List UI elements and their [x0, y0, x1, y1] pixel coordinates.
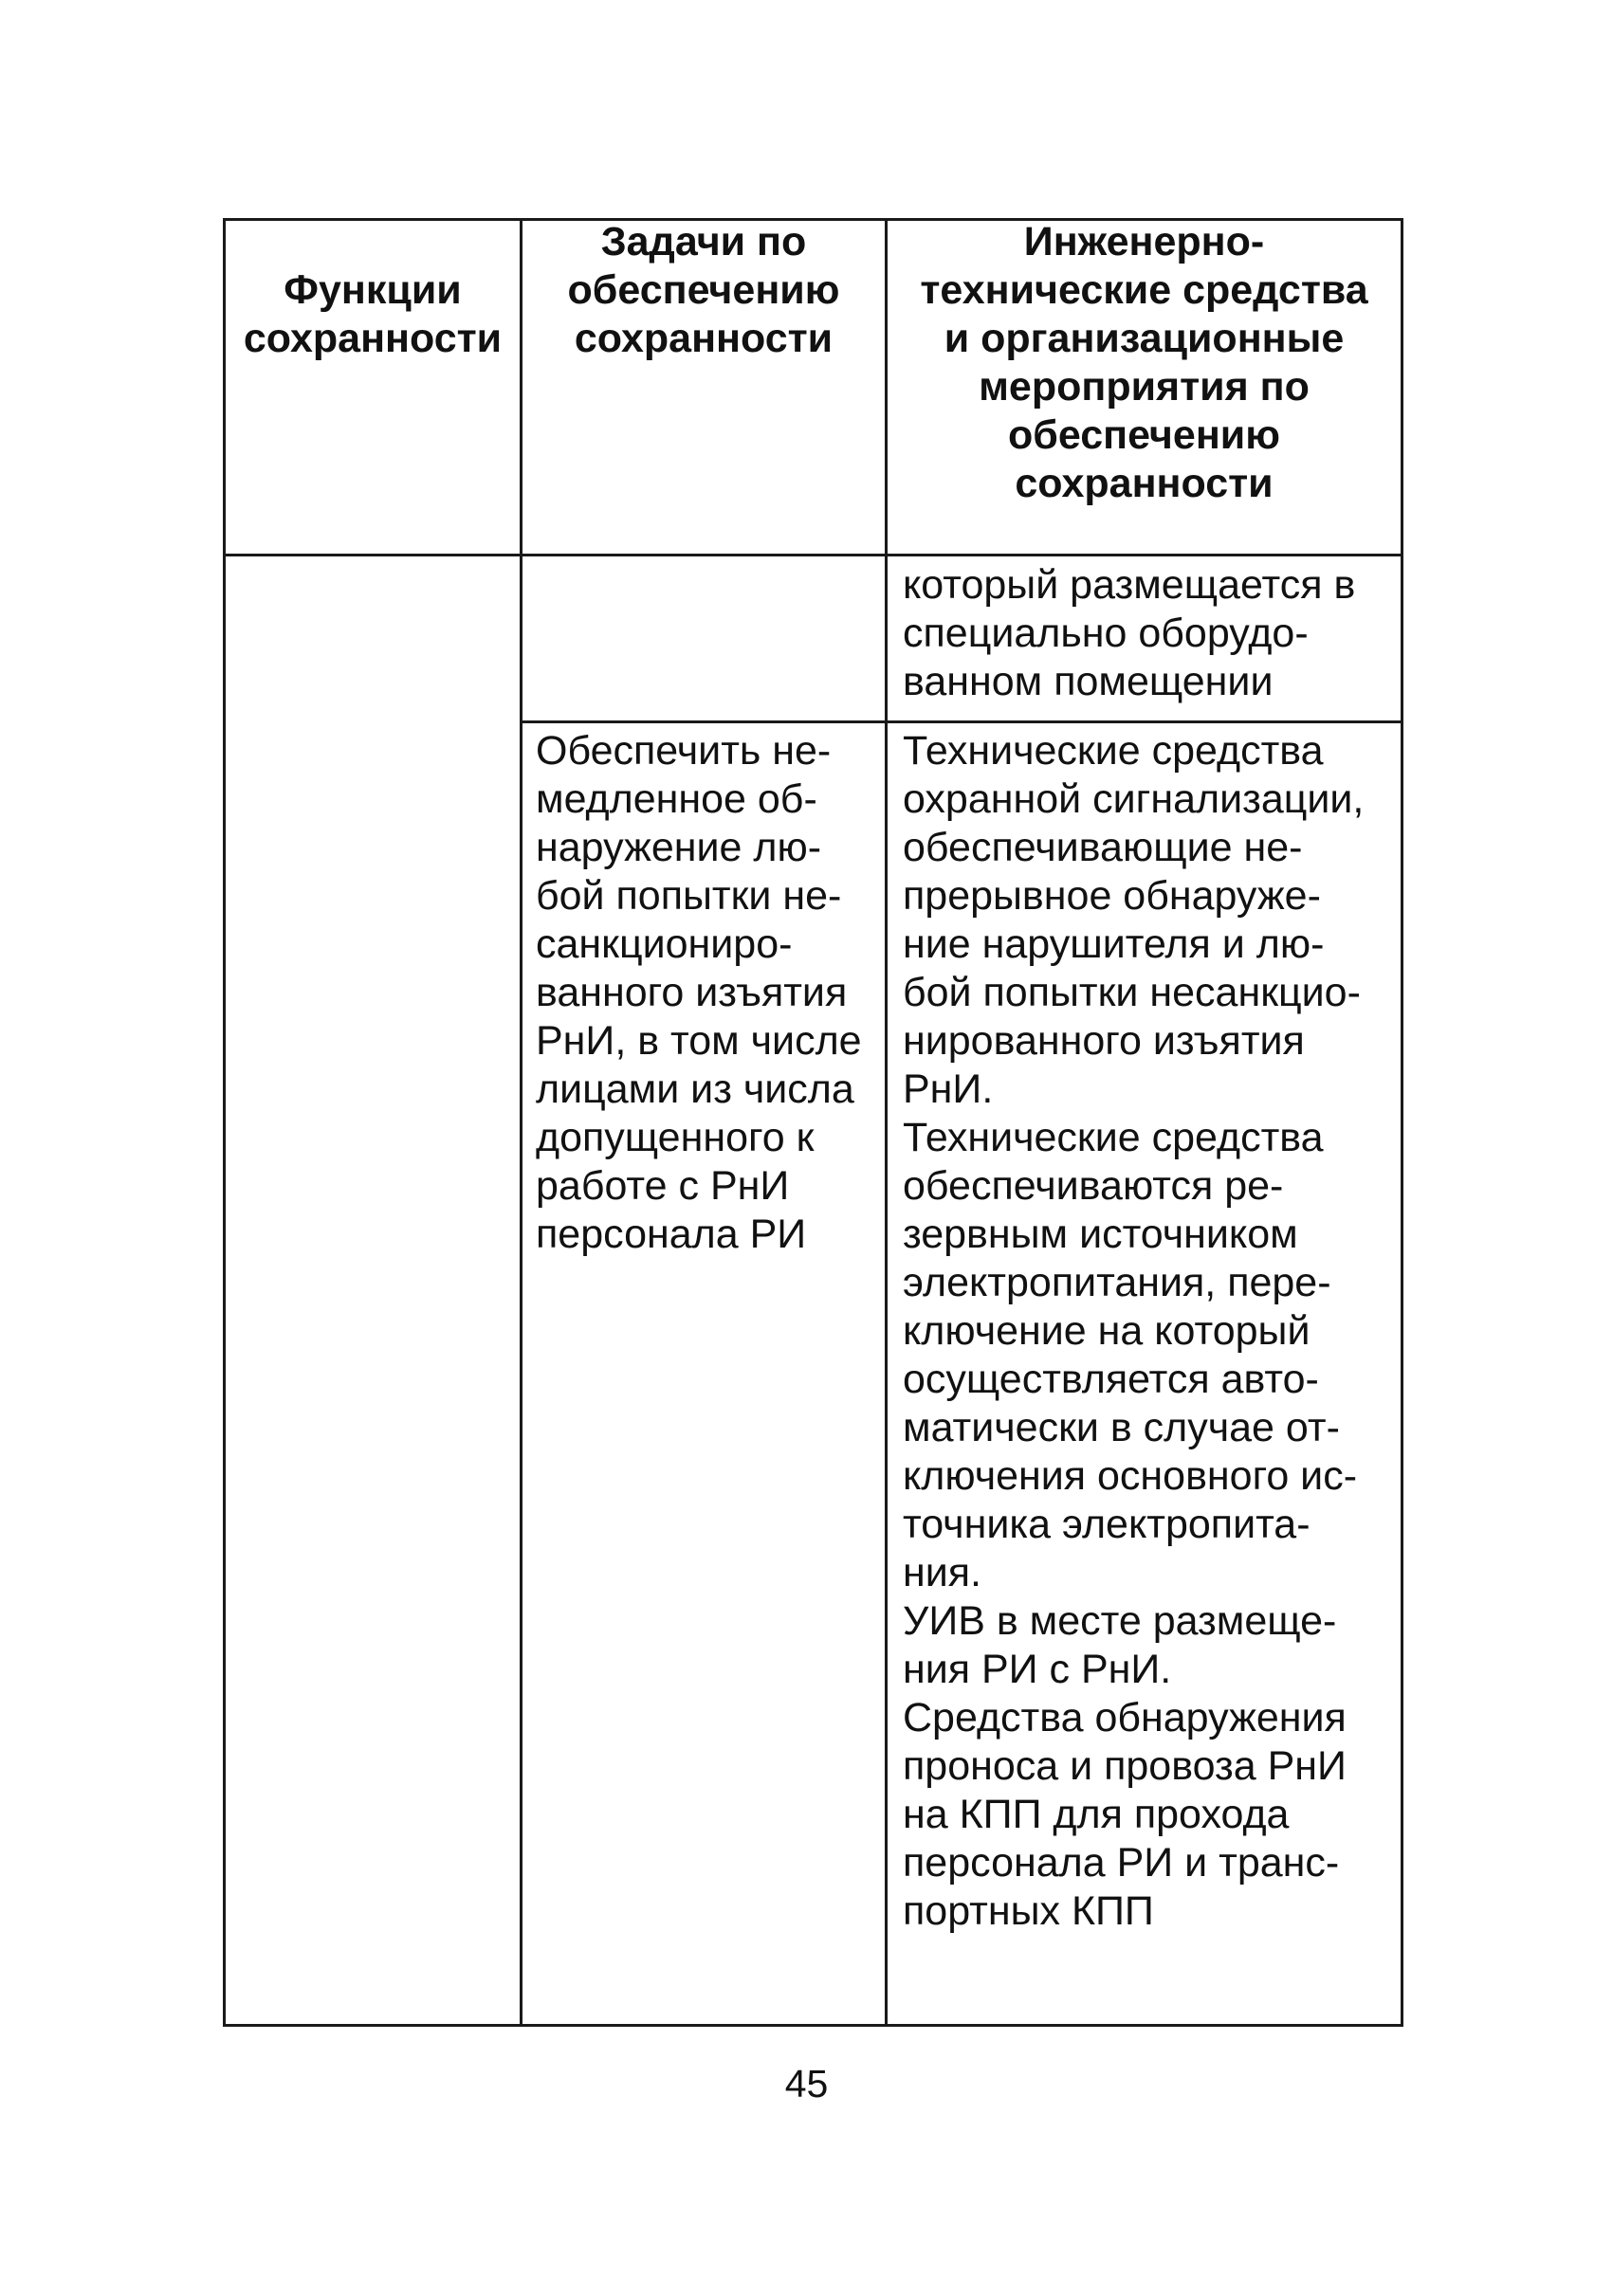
row-divider: [520, 720, 1403, 723]
row-1-measures: который размещается в специально оборудо- ванном помещении: [903, 562, 1356, 704]
page-number: 45: [784, 2062, 829, 2105]
table-left-border: [223, 218, 226, 2027]
header-divider: [223, 554, 1403, 556]
header-measures: Инженерно- технические средства и организационные мероприятия по обеспечению сохранности: [920, 219, 1368, 506]
header-functions: Функции сохранности: [243, 267, 503, 361]
column-divider-1: [520, 218, 522, 2027]
row-2-measures: Технические средства охранной сигнализации, обеспечивающие не- прерывное обнаруже- ние нарушителя и лю- бой попытки несанкцио- нированного изъятия РнИ. Технические средства обеспечиваются ре- зервным источником электропитания, пере- ключение на который осуществляется авто- матически в случае от- ключения основного ис- точника электропита- ния. УИВ в месте размеще- ния РИ с РнИ. Средства обнаружения проноса и провоза РнИ на КПП для прохода персонала РИ и транс- портных КПП: [903, 728, 1365, 1934]
table-right-border: [1401, 218, 1403, 2027]
row-2-tasks: Обеспечить не- медленное об- наружение лю- бой попытки не- санкциониро- ванного изъятия РнИ, в том числе лицами из числа допущенного к работе с РнИ персонала РИ: [536, 728, 862, 1257]
header-tasks: Задачи по обеспечению сохранности: [567, 219, 840, 361]
security-measures-table: [223, 218, 1403, 2027]
table-bottom-border: [223, 2024, 1403, 2027]
